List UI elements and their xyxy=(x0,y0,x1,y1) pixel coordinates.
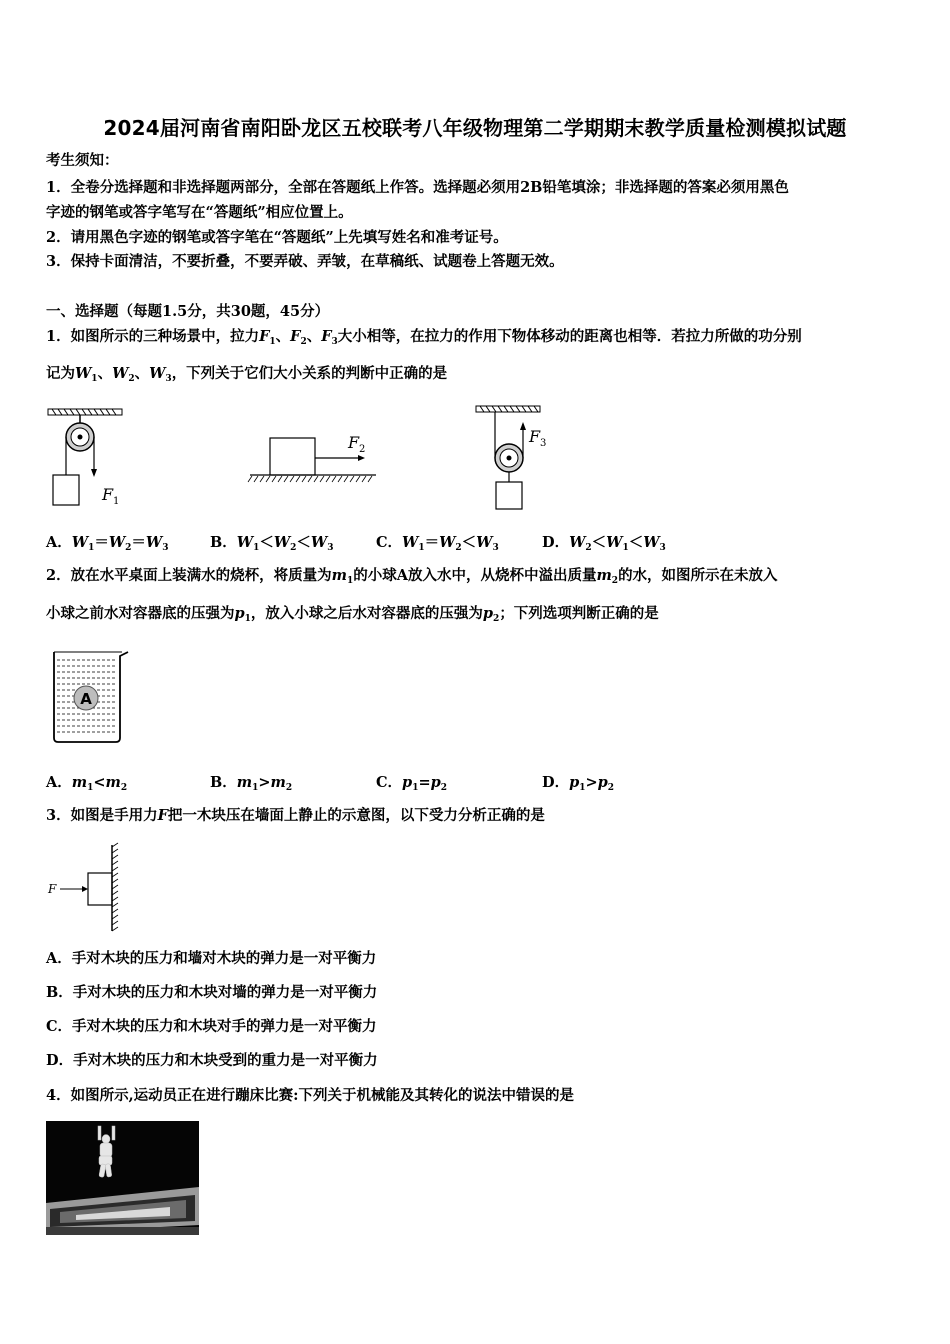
notice-line-1: 1．全卷分选择题和非选择题两部分，全部在答题纸上作答。选择题必须用2B铅笔填涂；非选择题的答案必须用黑色 xyxy=(46,179,789,196)
q1-figure-horizontal-pull xyxy=(246,428,386,488)
q1-label-f2-sub: 2 xyxy=(359,444,366,455)
q1-stem-line-1: 1．如图所示的三种场景中，拉力$F_1$、$F_2$、$F_3$大小相等，在拉力的作用下物体移动的距离也相等．若拉力所做的功分别 xyxy=(46,328,802,347)
q3-figure-block-on-wall xyxy=(46,843,126,935)
q1-label-f1-sub: 1 xyxy=(113,496,120,507)
notice-line-2: 2．请用黑色字迹的钢笔或答字笔在“答题纸”上先填写姓名和准考证号。 xyxy=(46,229,508,246)
q1-option-d[interactable]: D．$W_2<W_1<W_3$ xyxy=(542,534,666,553)
q4-figure-trampoline-photo xyxy=(46,1121,199,1235)
section-heading: 一、选择题（每题1.5分，共30题，45分） xyxy=(46,303,330,320)
q1-label-f2: F xyxy=(348,433,360,452)
notice-line-3: 3．保持卡面清洁，不要折叠，不要弄破、弄皱，在草稿纸、试题卷上答题无效。 xyxy=(46,253,564,270)
q3-option-c[interactable]: C．手对木块的压力和木块对手的弹力是一对平衡力 xyxy=(46,1018,377,1035)
q1-label-f3: F xyxy=(529,427,541,446)
notice-heading: 考生须知： xyxy=(46,152,119,169)
q1-option-b[interactable]: B．$W_1<W_2<W_3$ xyxy=(210,534,334,553)
q3-label-f: F xyxy=(48,882,57,896)
q2-option-d[interactable]: D．$p_1>p_2$ xyxy=(542,774,615,793)
q1-stem-line-2: 记为$W_1$、$W_2$、$W_3$，下列关于它们大小关系的判断中正确的是 xyxy=(46,365,448,384)
q3-stem: 3．如图是手用力F把一木块压在墙面上静止的示意图，以下受力分析正确的是 xyxy=(46,807,545,824)
page-title: 2024届河南省南阳卧龙区五校联考八年级物理第二学期期末教学质量检测模拟试题 xyxy=(103,116,847,140)
q1-label-f1: F xyxy=(102,485,114,504)
q1-text-c: 记为 xyxy=(46,365,75,382)
q1-option-c[interactable]: C．$W_1=W_2<W_3$ xyxy=(376,534,499,553)
q1-text-d: ，下列关于它们大小关系的判断中正确的是 xyxy=(171,365,448,382)
q2-option-a[interactable]: A．$m_1<m_2$ xyxy=(46,774,128,793)
q3-option-d[interactable]: D．手对木块的压力和木块受到的重力是一对平衡力 xyxy=(46,1052,378,1069)
q2-stem-line-1: 2．放在水平桌面上装满水的烧杯，将质量为$m_1$的小球A放入水中，从烧杯中溢出质量$m_2$的水，如图所示在未放入 xyxy=(46,567,778,586)
q1-figure-fixed-pulley xyxy=(44,405,134,510)
q1-label-f3-sub: 3 xyxy=(540,438,547,449)
q2-option-c[interactable]: C．$p_1=p_2$ xyxy=(376,774,448,793)
q3-option-b[interactable]: B．手对木块的压力和木块对墙的弹力是一对平衡力 xyxy=(46,984,378,1001)
q3-option-a[interactable]: A．手对木块的压力和墙对木块的弹力是一对平衡力 xyxy=(46,950,377,967)
q1-text-b: 大小相等，在拉力的作用下物体移动的距离也相等．若拉力所做的功分别 xyxy=(337,328,802,345)
q1-option-a[interactable]: A．$W_1=W_2=W_3$ xyxy=(46,534,169,553)
q1-text-a: 1．如图所示的三种场景中，拉力 xyxy=(46,328,260,345)
notice-line-1b: 字迹的钢笔或答字笔写在“答题纸”相应位置上。 xyxy=(46,204,353,221)
q4-stem: 4．如图所示,运动员正在进行蹦床比赛:下列关于机械能及其转化的说法中错误的是 xyxy=(46,1087,574,1104)
q2-option-b[interactable]: B．$m_1>m_2$ xyxy=(210,774,293,793)
q2-ball-label: A xyxy=(80,690,92,708)
q2-figure-beaker xyxy=(50,648,135,744)
q2-stem-line-2: 小球之前水对容器底的压强为$p_1$，放入小球之后水对容器底的压强为$p_2$；下列选项判断正确的是 xyxy=(46,605,659,624)
q1-figure-movable-pulley xyxy=(472,402,562,514)
